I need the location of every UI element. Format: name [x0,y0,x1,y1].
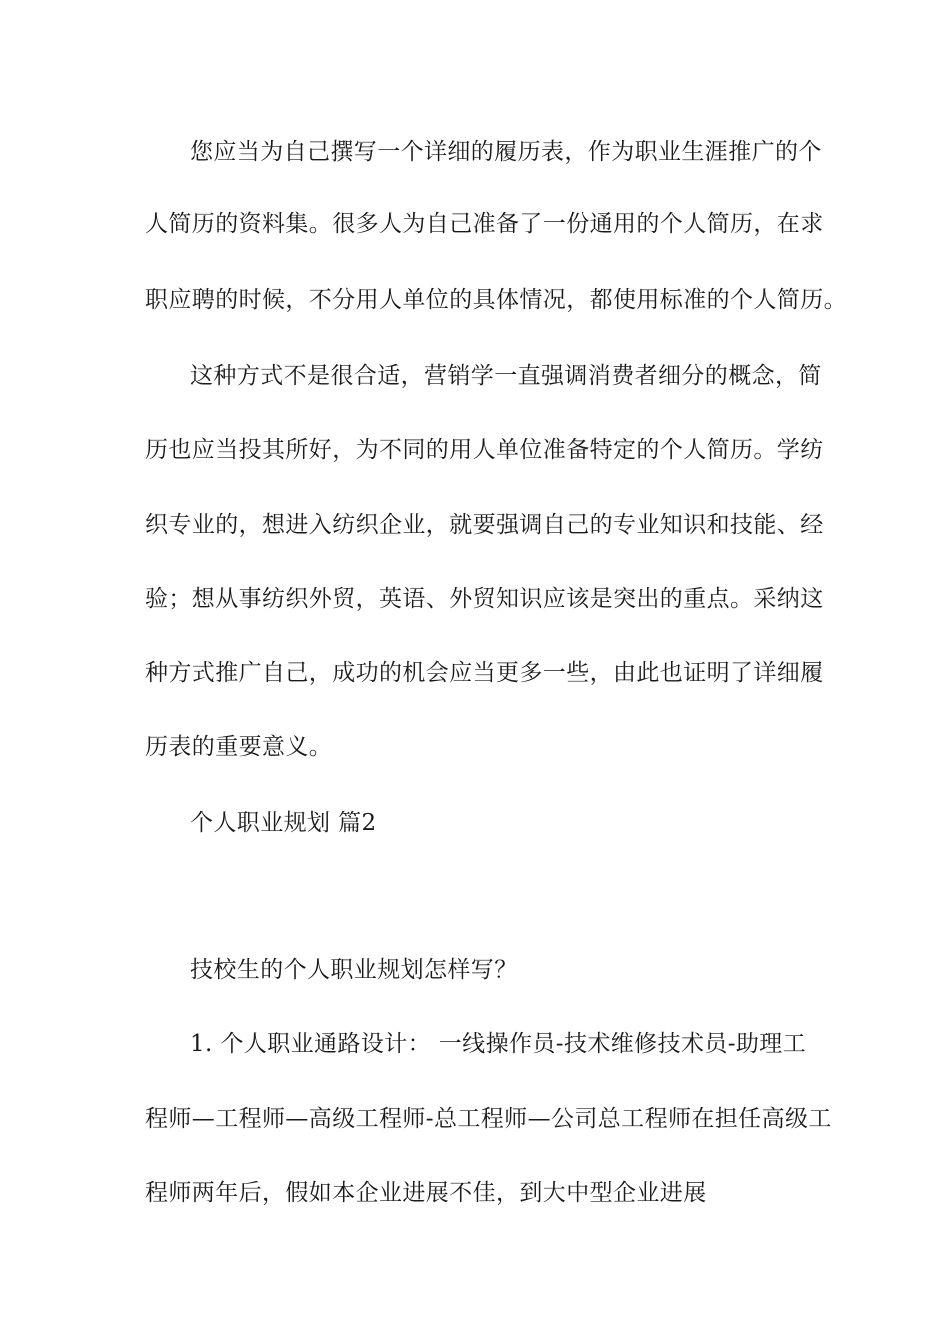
paragraph-1-line-1: 您应当为自己撰写一个详细的履历表，作为职业生涯推广的个 [190,139,822,165]
list-item-1-line-3: 程师两年后，假如本企业进展不佳，到大中型企业进展 [145,1180,707,1206]
list-item-1-line-2: 程师—工程师—高级工程师-总工程师—公司总工程师在担任高级工 [145,1106,832,1132]
section-heading: 个人职业规划 篇2 [190,810,377,836]
paragraph-2-line-6: 历表的重要意义。 [145,734,333,760]
paragraph-2-line-4: 验；想从事纺织外贸，英语、外贸知识应该是突出的重点。采纳这 [145,586,824,612]
paragraph-1-line-3: 职应聘的时候，不分用人单位的具体情况，都使用标准的个人简历。 [145,287,847,313]
paragraph-2-line-2: 历也应当投其所好，为不同的用人单位准备特定的个人简历。学纺 [145,437,824,463]
paragraph-1-line-2: 人简历的资料集。很多人为自己准备了一份通用的个人简历，在求 [145,211,824,237]
list-item-1-line-1: 1. 个人职业通路设计： 一线操作员-技术维修技术员-助理工 [190,1031,807,1057]
subheading-question: 技校生的个人职业规划怎样写？ [190,957,518,983]
paragraph-2-line-3: 织专业的，想进入纺织企业，就要强调自己的专业知识和技能、经 [145,512,824,538]
paragraph-2-line-5: 种方式推广自己，成功的机会应当更多一些，由此也证明了详细履 [145,660,824,686]
paragraph-2-line-1: 这种方式不是很合适，营销学一直强调消费者细分的概念，简 [190,363,822,389]
